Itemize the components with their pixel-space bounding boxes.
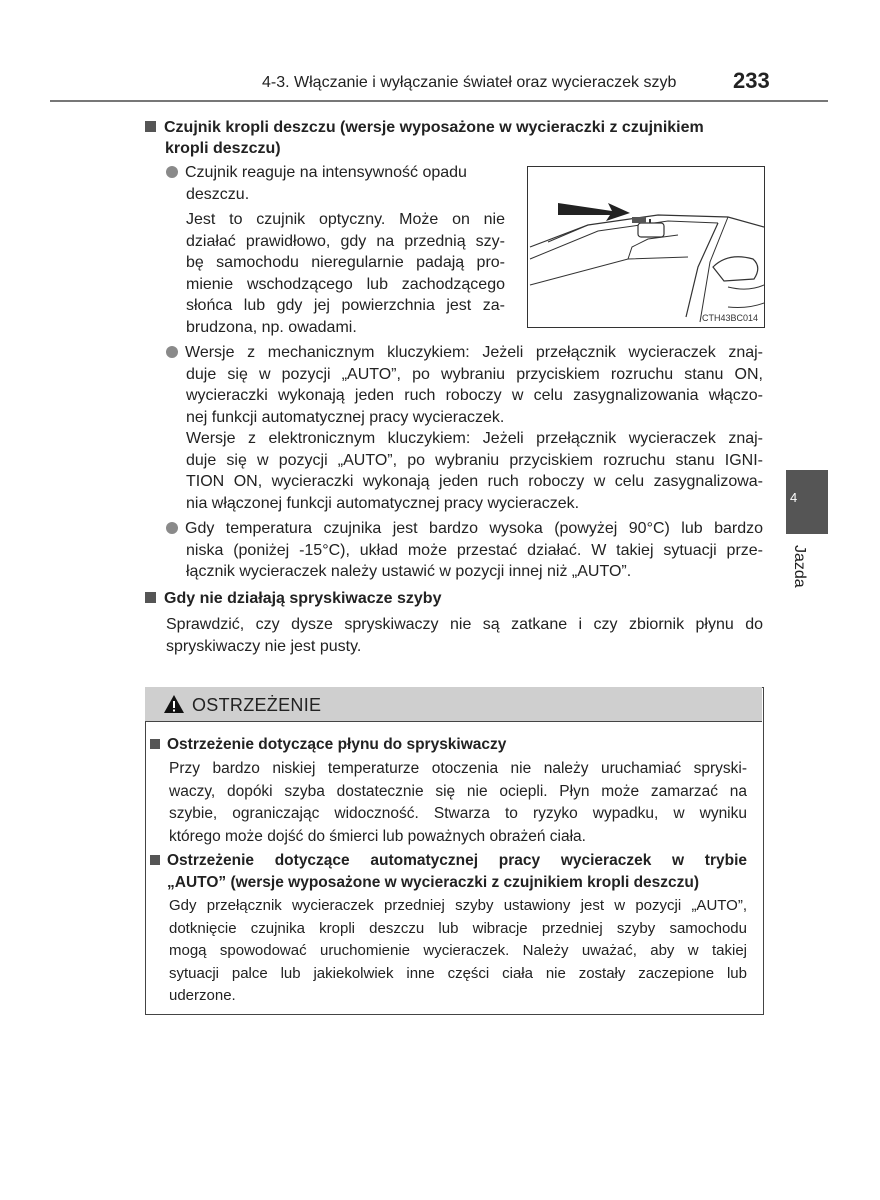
page-number: 233 — [733, 68, 770, 93]
warning-item-auto-wipers-heading: Ostrzeżenie dotyczące automatycznej pracy wycieraczek w trybie „AUTO” (wersje wyposażone w wycieraczki z czujnikiem kropli deszczu) — [150, 850, 747, 894]
windshield-sensor-drawing — [528, 167, 764, 327]
round-bullet-icon — [166, 166, 178, 178]
section-heading-washers: Gdy nie działają spryskiwacze szyby — [145, 588, 441, 609]
bullet-key-versions: Wersje z mechanicznym kluczykiem: Jeżeli przełącznik wycieraczek znaj- duje się w pozycji „AUTO”, po wybraniu przyciskiem rozruchu stanu ON, wycieraczki wykonają jeden ruch roboczy w celu zasygnalizowania włączo- nej funkcji automatycznej pracy wycieraczek. Wersje z elektronicznym kluczykiem: Jeżeli przełącznik wycieraczek znaj- duje się w pozycji „AUTO”, po wybraniu przyciskiem rozruchu stanu IGNI- TION ON, wycieraczki wykonają jeden ruch roboczy w celu zasygnalizowa- nia włączonej funkcji automatycznej pracy wycieraczek. — [166, 342, 763, 514]
round-bullet-icon — [166, 346, 178, 358]
round-bullet-icon — [166, 522, 178, 534]
bullet-temperature: Gdy temperatura czujnika jest bardzo wysoka (powyżej 90°C) lub bardzo niska (poniżej -15°C), układ może przestać działać. W takiej sytuacji prze- łącznik wycieraczek należy ustawić w pozycji innej niż „AUTO”. — [166, 518, 763, 583]
section-heading-rain-sensor: Czujnik kropli deszczu (wersje wyposażone w wycieraczki z czujnikiem kropli deszczu) — [145, 117, 765, 159]
square-bullet-icon — [150, 855, 160, 865]
chapter-tab-label: Jazda — [791, 545, 808, 588]
header-divider — [50, 100, 828, 102]
warning-triangle-icon — [163, 694, 185, 719]
rain-sensor-illustration — [527, 166, 765, 328]
bullet-rain-sensor-info: Czujnik reaguje na intensywność opadu deszczu. Jest to czujnik optyczny. Może on nie działać prawidłowo, gdy na przednią szy- bę samochodu nieregularnie padają pro- mienie wschodzącego lub zachodzącego słońca lub gdy jej powierzchnia jest za- brudzona, np. owadami. — [166, 162, 505, 338]
warning-item-washer-fluid-text: Przy bardzo niskiej temperaturze otoczenia nie należy uruchamiać spryski- waczy, dopóki szyba dostatecznie się nie ociepli. Płyn może zamarzać na szybie, ograniczając widoczność. Stwarza to ryzyko wypadku, w wyniku którego może dojść do śmierci lub poważnych obrażeń ciała. — [169, 760, 747, 845]
running-header-title: 4-3. Włączanie i wyłączanie świateł oraz wycieraczek szyb — [262, 74, 677, 91]
square-bullet-icon — [145, 592, 156, 603]
warning-item-auto-wipers-text: Gdy przełącznik wycieraczek przedniej szyby ustawiony jest w pozycji „AUTO”, dotknięcie czujnika kropli deszczu lub wibracje przedniej szyby samochodu mogą spowodować uruchomienie wycieraczek. Należy uważać, aby w takiej sytuacji palce lub jakiekolwiek inne części ciała nie zostały zaczepione lub uderzone. — [169, 897, 747, 1004]
washers-paragraph: Sprawdzić, czy dysze spryskiwaczy nie są zatkane i czy zbiornik płynu do spryskiwaczy nie jest pusty. — [166, 616, 763, 655]
chapter-tab-number: 4 — [790, 490, 798, 505]
square-bullet-icon — [145, 121, 156, 132]
illustration-code: CTH43BC014 — [702, 313, 759, 323]
square-bullet-icon — [150, 739, 160, 749]
warning-title: OSTRZEŻENIE — [192, 695, 322, 715]
warning-item-washer-fluid-heading: Ostrzeżenie dotyczące płynu do spryskiwaczy — [150, 734, 506, 756]
